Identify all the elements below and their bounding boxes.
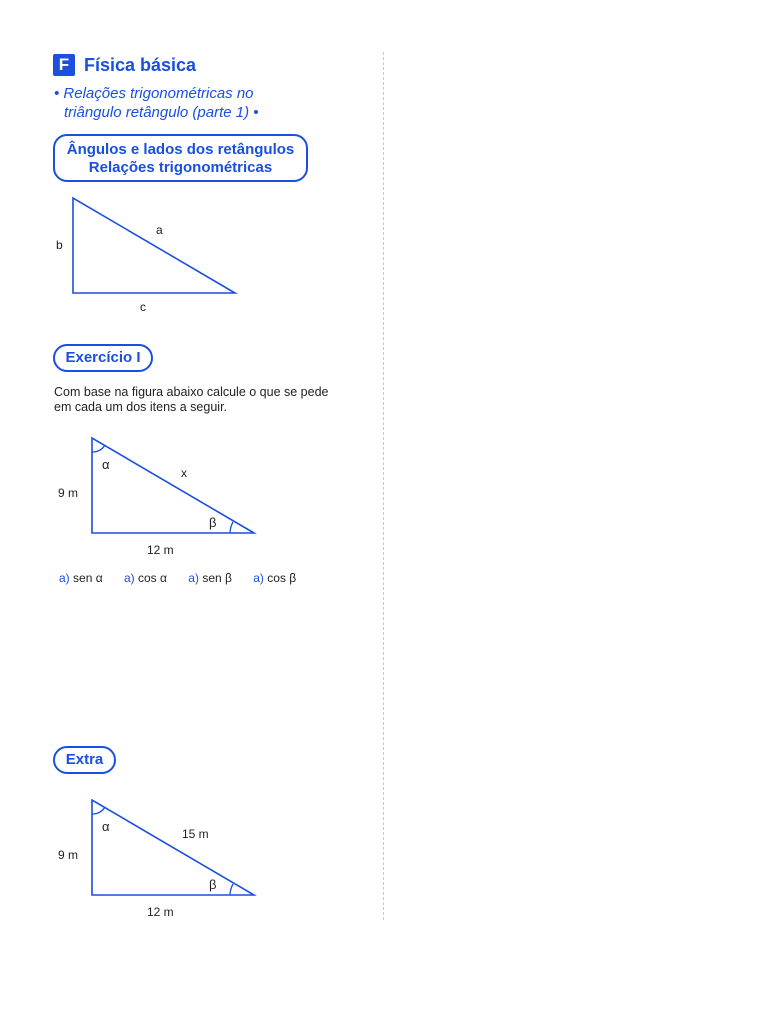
side-label-c: c [140,300,146,314]
angle-alpha-arc-extra [92,807,105,814]
subtitle-line-2: triângulo retângulo (parte 1) • [64,104,259,121]
side-label-a: a [156,223,163,237]
triangle-diagram-abc [50,190,260,320]
extra-label: Extra [53,746,116,774]
item-cos-beta: a) cos β [253,571,297,585]
section-title-box [53,134,308,182]
column-divider [383,52,384,920]
item-cos-alpha: a) cos α [123,571,167,585]
section-letter-badge: F [53,54,75,76]
hypotenuse-label-15m: 15 m [182,827,209,841]
triangle-extra-shape [92,800,254,895]
angle-beta-arc [230,522,233,533]
angle-alpha-label-extra: α [102,819,110,834]
angle-alpha-arc [92,445,105,452]
triangle-diagram-exercise-1 [50,430,270,565]
section-title-line-1: Ângulos e lados dos retângulos [66,141,295,158]
vertical-side-label-extra: 9 m [58,848,79,862]
instruction-line-2: em cada um dos itens a seguir. [54,400,228,414]
horizontal-side-label-extra: 12 m [147,905,174,919]
triangle-diagram-extra [50,792,270,927]
horizontal-side-label: 12 m [147,543,174,557]
exercise-1-instruction [54,385,354,415]
vertical-side-label: 9 m [58,486,79,500]
triangle-abc-shape [73,198,235,293]
instruction-line-1: Com base na figura abaixo calcule o que se pede [54,385,329,399]
hypotenuse-label-x: x [181,466,187,480]
triangle-ex1-shape [92,438,254,533]
page-subtitle [54,84,259,122]
subtitle-line-1: • Relações trigonométricas no [54,85,254,102]
item-sen-alpha: a) sen α [59,571,103,585]
angle-beta-label: β [209,515,217,530]
angle-beta-arc-extra [230,884,233,895]
side-label-b: b [56,238,63,252]
exercise-1-items [59,571,314,585]
angle-beta-label-extra: β [209,877,217,892]
angle-alpha-label: α [102,457,110,472]
item-sen-beta: a) sen β [188,571,232,585]
exercise-1-label: Exercício I [53,344,153,372]
page-title: Física básica [84,55,197,75]
section-title-line-2: Relações trigonométricas [88,159,273,176]
